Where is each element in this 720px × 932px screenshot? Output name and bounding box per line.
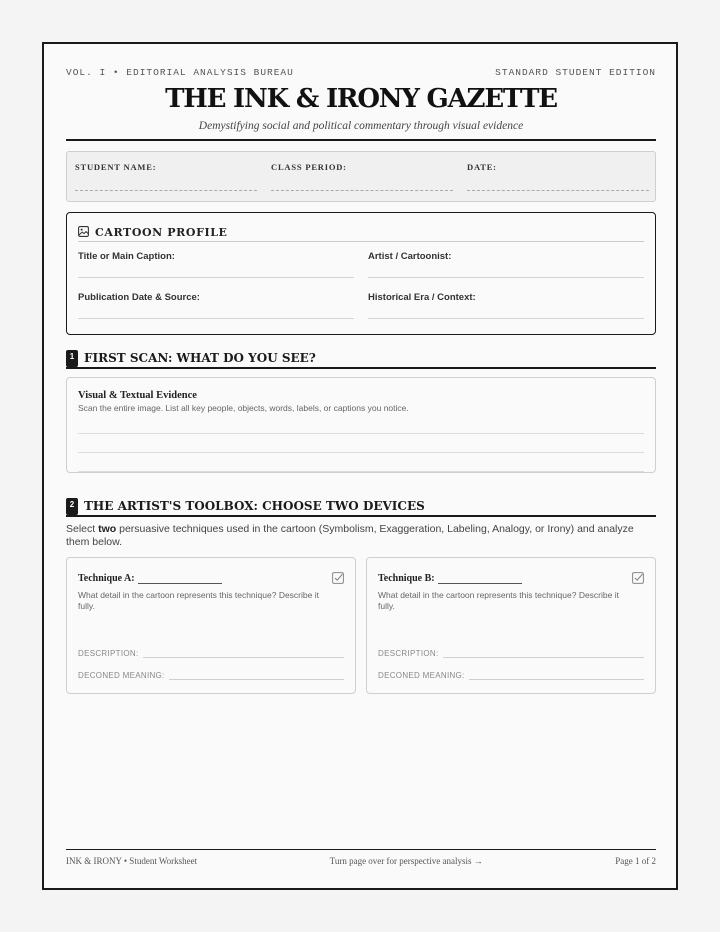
technique-b-description-line[interactable] <box>443 648 645 658</box>
footer-left: INK & IRONY • Student Worksheet <box>66 856 198 866</box>
evidence-writing-line[interactable] <box>78 471 644 472</box>
masthead-rule <box>66 139 656 141</box>
student-info-box <box>66 151 656 202</box>
technique-b-header <box>378 573 644 584</box>
technique-b-meaning-line[interactable] <box>469 670 644 680</box>
section-1-number: 1 <box>66 350 78 367</box>
technique-a-meaning-label: DECONED MEANING: <box>78 671 165 680</box>
publication-line[interactable] <box>78 318 354 319</box>
technique-b-blank[interactable] <box>438 575 522 584</box>
technique-b-description-row[interactable] <box>378 648 644 658</box>
artist-field[interactable] <box>368 251 644 262</box>
evidence-card-title: Visual & Textual Evidence <box>78 390 197 401</box>
technique-a-label: Technique A: <box>78 573 135 584</box>
technique-b-meaning-label: DECONED MEANING: <box>378 671 465 680</box>
footer-rule <box>66 849 656 850</box>
era-label: Historical Era / Context: <box>368 292 476 303</box>
page-footer <box>66 856 656 866</box>
technique-b-card <box>366 557 656 694</box>
checkbox-icon[interactable] <box>332 571 344 589</box>
publication-label: Publication Date & Source: <box>78 292 200 303</box>
technique-a-prompt: What detail in the cartoon represents this technique? Describe it fully. <box>78 590 319 611</box>
artist-label: Artist / Cartoonist: <box>368 251 452 262</box>
evidence-card-description: Scan the entire image. List all key people, objects, words, labels, or captions you notice. <box>78 403 409 413</box>
page-number: Page 1 of 2 <box>615 856 656 866</box>
instructions-emphasis: two <box>98 523 117 535</box>
image-icon <box>78 224 89 242</box>
cartoon-profile-header <box>78 224 644 242</box>
student-name-field[interactable] <box>75 152 257 201</box>
class-period-field[interactable] <box>271 152 453 201</box>
era-field[interactable] <box>368 292 644 303</box>
technique-b-meaning-row[interactable] <box>378 670 644 680</box>
section-2-header <box>66 497 656 517</box>
masthead-top-bar <box>66 67 656 78</box>
gazette-subtitle: Demystifying social and political commentary through visual evidence <box>198 120 524 132</box>
caption-label: Title or Main Caption: <box>78 251 175 262</box>
caption-line[interactable] <box>78 277 354 278</box>
section-2-number: 2 <box>66 498 78 515</box>
footer-center: Turn page over for perspective analysis → <box>329 856 483 866</box>
technique-b-prompt: What detail in the cartoon represents this technique? Describe it fully. <box>378 590 619 611</box>
class-period-label: CLASS PERIOD: <box>271 162 347 172</box>
technique-a-header <box>78 573 344 584</box>
technique-a-card <box>66 557 356 694</box>
era-line[interactable] <box>368 318 644 319</box>
date-label: DATE: <box>467 162 497 172</box>
caption-field[interactable] <box>78 251 354 262</box>
gazette-title: THE INK & IRONY GAZETTE <box>165 84 557 114</box>
instructions-text: persuasive techniques used in the cartoon (Symbolism, Exaggeration, Labeling, Analogy, or Irony) and analyze them below. <box>66 523 634 549</box>
technique-a-meaning-line[interactable] <box>169 670 344 680</box>
instructions-text: Select <box>66 523 99 535</box>
evidence-writing-line[interactable] <box>78 433 644 434</box>
technique-a-blank[interactable] <box>138 575 222 584</box>
evidence-card-text <box>78 390 644 414</box>
technique-a-description-line[interactable] <box>143 648 345 658</box>
technique-b-label: Technique B: <box>378 573 435 584</box>
evidence-writing-line[interactable] <box>78 452 644 453</box>
technique-a-description-row[interactable] <box>78 648 344 658</box>
technique-a-description-label: DESCRIPTION: <box>78 649 139 658</box>
class-period-line[interactable] <box>271 190 453 191</box>
publication-field[interactable] <box>78 292 354 303</box>
cartoon-profile-title: CARTOON PROFILE <box>95 226 228 239</box>
section-1-header <box>66 349 656 369</box>
student-name-line[interactable] <box>75 190 257 191</box>
evidence-card <box>66 377 656 473</box>
date-field[interactable] <box>467 152 649 201</box>
checkbox-icon[interactable] <box>632 571 644 589</box>
section-2-instructions <box>66 523 656 549</box>
edition-label: STANDARD STUDENT EDITION <box>495 67 656 78</box>
volume-label: VOL. I • EDITORIAL ANALYSIS BUREAU <box>66 67 294 78</box>
date-line[interactable] <box>467 190 649 191</box>
artist-line[interactable] <box>368 277 644 278</box>
section-1-title: FIRST SCAN: WHAT DO YOU SEE? <box>84 351 316 365</box>
worksheet-page <box>42 42 678 890</box>
technique-b-description-label: DESCRIPTION: <box>378 649 439 658</box>
cartoon-profile-card <box>66 212 656 335</box>
student-name-label: STUDENT NAME: <box>75 162 157 172</box>
section-2-title: THE ARTIST'S TOOLBOX: CHOOSE TWO DEVICES <box>84 499 425 513</box>
technique-a-meaning-row[interactable] <box>78 670 344 680</box>
